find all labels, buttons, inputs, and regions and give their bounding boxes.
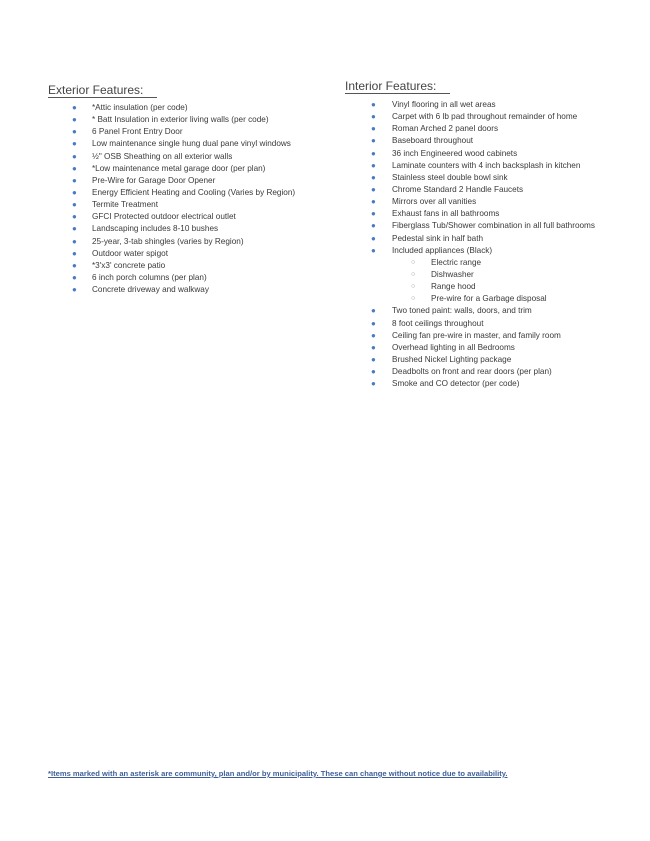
feature-item xyxy=(345,196,595,208)
feature-text: 36 inch Engineered wood cabinets xyxy=(392,148,518,158)
bullet-icon: ● xyxy=(371,112,376,122)
feature-text: GFCI Protected outdoor electrical outlet xyxy=(92,212,236,222)
bullet-icon: ● xyxy=(371,124,376,134)
bullet-icon: ● xyxy=(371,318,376,328)
feature-text: 6 Panel Front Entry Door xyxy=(92,127,183,137)
interior-features-section xyxy=(345,77,595,390)
feature-text: ½" OSB Sheathing on all exterior walls xyxy=(92,151,233,161)
bullet-icon: ● xyxy=(72,127,77,137)
bullet-icon: ● xyxy=(72,272,77,282)
feature-text: Pedestal sink in half bath xyxy=(392,233,484,243)
feature-text: Range hood xyxy=(431,282,476,292)
bullet-icon: ● xyxy=(371,209,376,219)
feature-item xyxy=(345,305,595,317)
bullet-icon: ● xyxy=(371,342,376,352)
bullet-icon: ● xyxy=(371,245,376,255)
feature-item xyxy=(48,187,295,199)
bullet-icon: ● xyxy=(72,151,77,161)
bullet-icon: ● xyxy=(72,200,77,210)
interior-features-heading: Interior Features: xyxy=(345,79,450,94)
feature-text: Pre-Wire for Garage Door Opener xyxy=(92,175,216,185)
feature-item xyxy=(345,123,595,135)
bullet-icon: ● xyxy=(371,184,376,194)
bullet-icon: ● xyxy=(72,163,77,173)
feature-text: Low maintenance single hung dual pane vinyl windows xyxy=(92,139,291,149)
feature-text: Smoke and CO detector (per code) xyxy=(392,379,520,389)
feature-text: Ceiling fan pre-wire in master, and family room xyxy=(392,330,561,340)
feature-text: Outdoor water spigot xyxy=(92,248,169,258)
appliance-item xyxy=(345,269,595,281)
bullet-icon: ● xyxy=(371,136,376,146)
feature-text: Concrete driveway and walkway xyxy=(92,285,209,295)
feature-text: Stainless steel double bowl sink xyxy=(392,172,508,182)
feature-item xyxy=(345,99,595,111)
feature-text: Energy Efficient Heating and Cooling (Varies by Region) xyxy=(92,187,296,197)
feature-text: Termite Treatment xyxy=(92,200,158,210)
feature-text: 6 inch porch columns (per plan) xyxy=(92,272,207,282)
bullet-icon: ● xyxy=(72,285,77,295)
feature-text: Deadbolts on front and rear doors (per plan) xyxy=(392,367,552,377)
feature-item xyxy=(48,211,295,223)
feature-text: 25-year, 3-tab shingles (varies by Region) xyxy=(92,236,244,246)
feature-text: *3'x3' concrete patio xyxy=(92,260,166,270)
bullet-icon: ● xyxy=(72,115,77,125)
feature-text: Vinyl flooring in all wet areas xyxy=(392,100,496,109)
feature-item xyxy=(48,236,295,248)
feature-item xyxy=(345,233,595,245)
feature-item xyxy=(345,148,595,160)
feature-item xyxy=(345,378,595,390)
feature-item xyxy=(345,342,595,354)
exterior-features-section xyxy=(48,81,295,296)
bullet-icon: ● xyxy=(371,148,376,158)
feature-text: Carpet with 6 lb pad throughout remainder of home xyxy=(392,112,578,122)
feature-item xyxy=(345,330,595,342)
feature-text: * Batt Insulation in exterior living walls (per code) xyxy=(92,115,269,125)
feature-item xyxy=(48,102,295,114)
bullet-icon: ● xyxy=(72,175,77,185)
feature-text: Two toned paint: walls, doors, and trim xyxy=(392,306,532,316)
bullet-icon: ● xyxy=(371,306,376,316)
appliance-item xyxy=(345,257,595,269)
exterior-features-list xyxy=(48,102,295,296)
feature-text: 8 foot ceilings throughout xyxy=(392,318,484,328)
bullet-icon: ● xyxy=(72,103,77,112)
feature-text: Baseboard throughout xyxy=(392,136,474,146)
feature-item xyxy=(345,318,595,330)
feature-item xyxy=(345,184,595,196)
circle-bullet-icon: ○ xyxy=(411,258,416,266)
feature-item xyxy=(48,138,295,150)
bullet-icon: ● xyxy=(371,330,376,340)
bullet-icon: ● xyxy=(371,160,376,170)
exterior-features-heading: Exterior Features: xyxy=(48,83,157,98)
feature-item xyxy=(48,223,295,235)
feature-text: Fiberglass Tub/Shower combination in all full bathrooms xyxy=(392,221,595,231)
feature-item xyxy=(48,114,295,126)
circle-bullet-icon: ○ xyxy=(411,270,416,278)
feature-item xyxy=(345,354,595,366)
feature-item xyxy=(345,208,595,220)
feature-item xyxy=(345,135,595,147)
appliance-item xyxy=(345,293,595,305)
feature-text: Dishwasher xyxy=(431,269,474,279)
feature-item xyxy=(48,284,295,296)
feature-item xyxy=(48,126,295,138)
feature-item xyxy=(345,172,595,184)
feature-text: Included appliances (Black) xyxy=(392,245,493,255)
bullet-icon: ● xyxy=(371,233,376,243)
feature-text: Mirrors over all vanities xyxy=(392,197,477,207)
bullet-icon: ● xyxy=(72,224,77,234)
bullet-icon: ● xyxy=(371,172,376,182)
bullet-icon: ● xyxy=(72,187,77,197)
appliance-item xyxy=(345,281,595,293)
bullet-icon: ● xyxy=(72,139,77,149)
bullet-icon: ● xyxy=(371,100,376,109)
feature-text: Landscaping includes 8-10 bushes xyxy=(92,224,219,234)
feature-item xyxy=(48,260,295,272)
interior-features-list xyxy=(345,99,595,390)
bullet-icon: ● xyxy=(371,354,376,364)
asterisk-disclaimer: *Items marked with an asterisk are community, plan and/or by municipality. These can change without notice due to availability. xyxy=(48,769,508,778)
feature-text: Electric range xyxy=(431,257,482,267)
feature-item xyxy=(345,220,595,232)
bullet-icon: ● xyxy=(72,212,77,222)
feature-item xyxy=(345,366,595,378)
feature-item xyxy=(48,248,295,260)
feature-item xyxy=(345,111,595,123)
bullet-icon: ● xyxy=(371,221,376,231)
feature-text: Laminate counters with 4 inch backsplash in kitchen xyxy=(392,160,581,170)
feature-item xyxy=(48,151,295,163)
feature-text: Pre-wire for a Garbage disposal xyxy=(431,294,547,304)
feature-item xyxy=(48,175,295,187)
feature-text: Roman Arched 2 panel doors xyxy=(392,124,499,134)
bullet-icon: ● xyxy=(72,248,77,258)
bullet-icon: ● xyxy=(72,260,77,270)
feature-item xyxy=(48,272,295,284)
bullet-icon: ● xyxy=(371,379,376,389)
feature-text: Brushed Nickel Lighting package xyxy=(392,354,512,364)
circle-bullet-icon: ○ xyxy=(411,283,416,291)
feature-text: Overhead lighting in all Bedrooms xyxy=(392,342,515,352)
feature-item xyxy=(345,245,595,257)
bullet-icon: ● xyxy=(371,197,376,207)
bullet-icon: ● xyxy=(72,236,77,246)
bullet-icon: ● xyxy=(371,367,376,377)
feature-item xyxy=(48,163,295,175)
feature-text: *Attic insulation (per code) xyxy=(92,103,188,112)
feature-text: Exhaust fans in all bathrooms xyxy=(392,209,500,219)
feature-text: Chrome Standard 2 Handle Faucets xyxy=(392,184,524,194)
feature-item xyxy=(345,160,595,172)
circle-bullet-icon: ○ xyxy=(411,295,416,303)
feature-item xyxy=(48,199,295,211)
feature-text: *Low maintenance metal garage door (per plan) xyxy=(92,163,266,173)
